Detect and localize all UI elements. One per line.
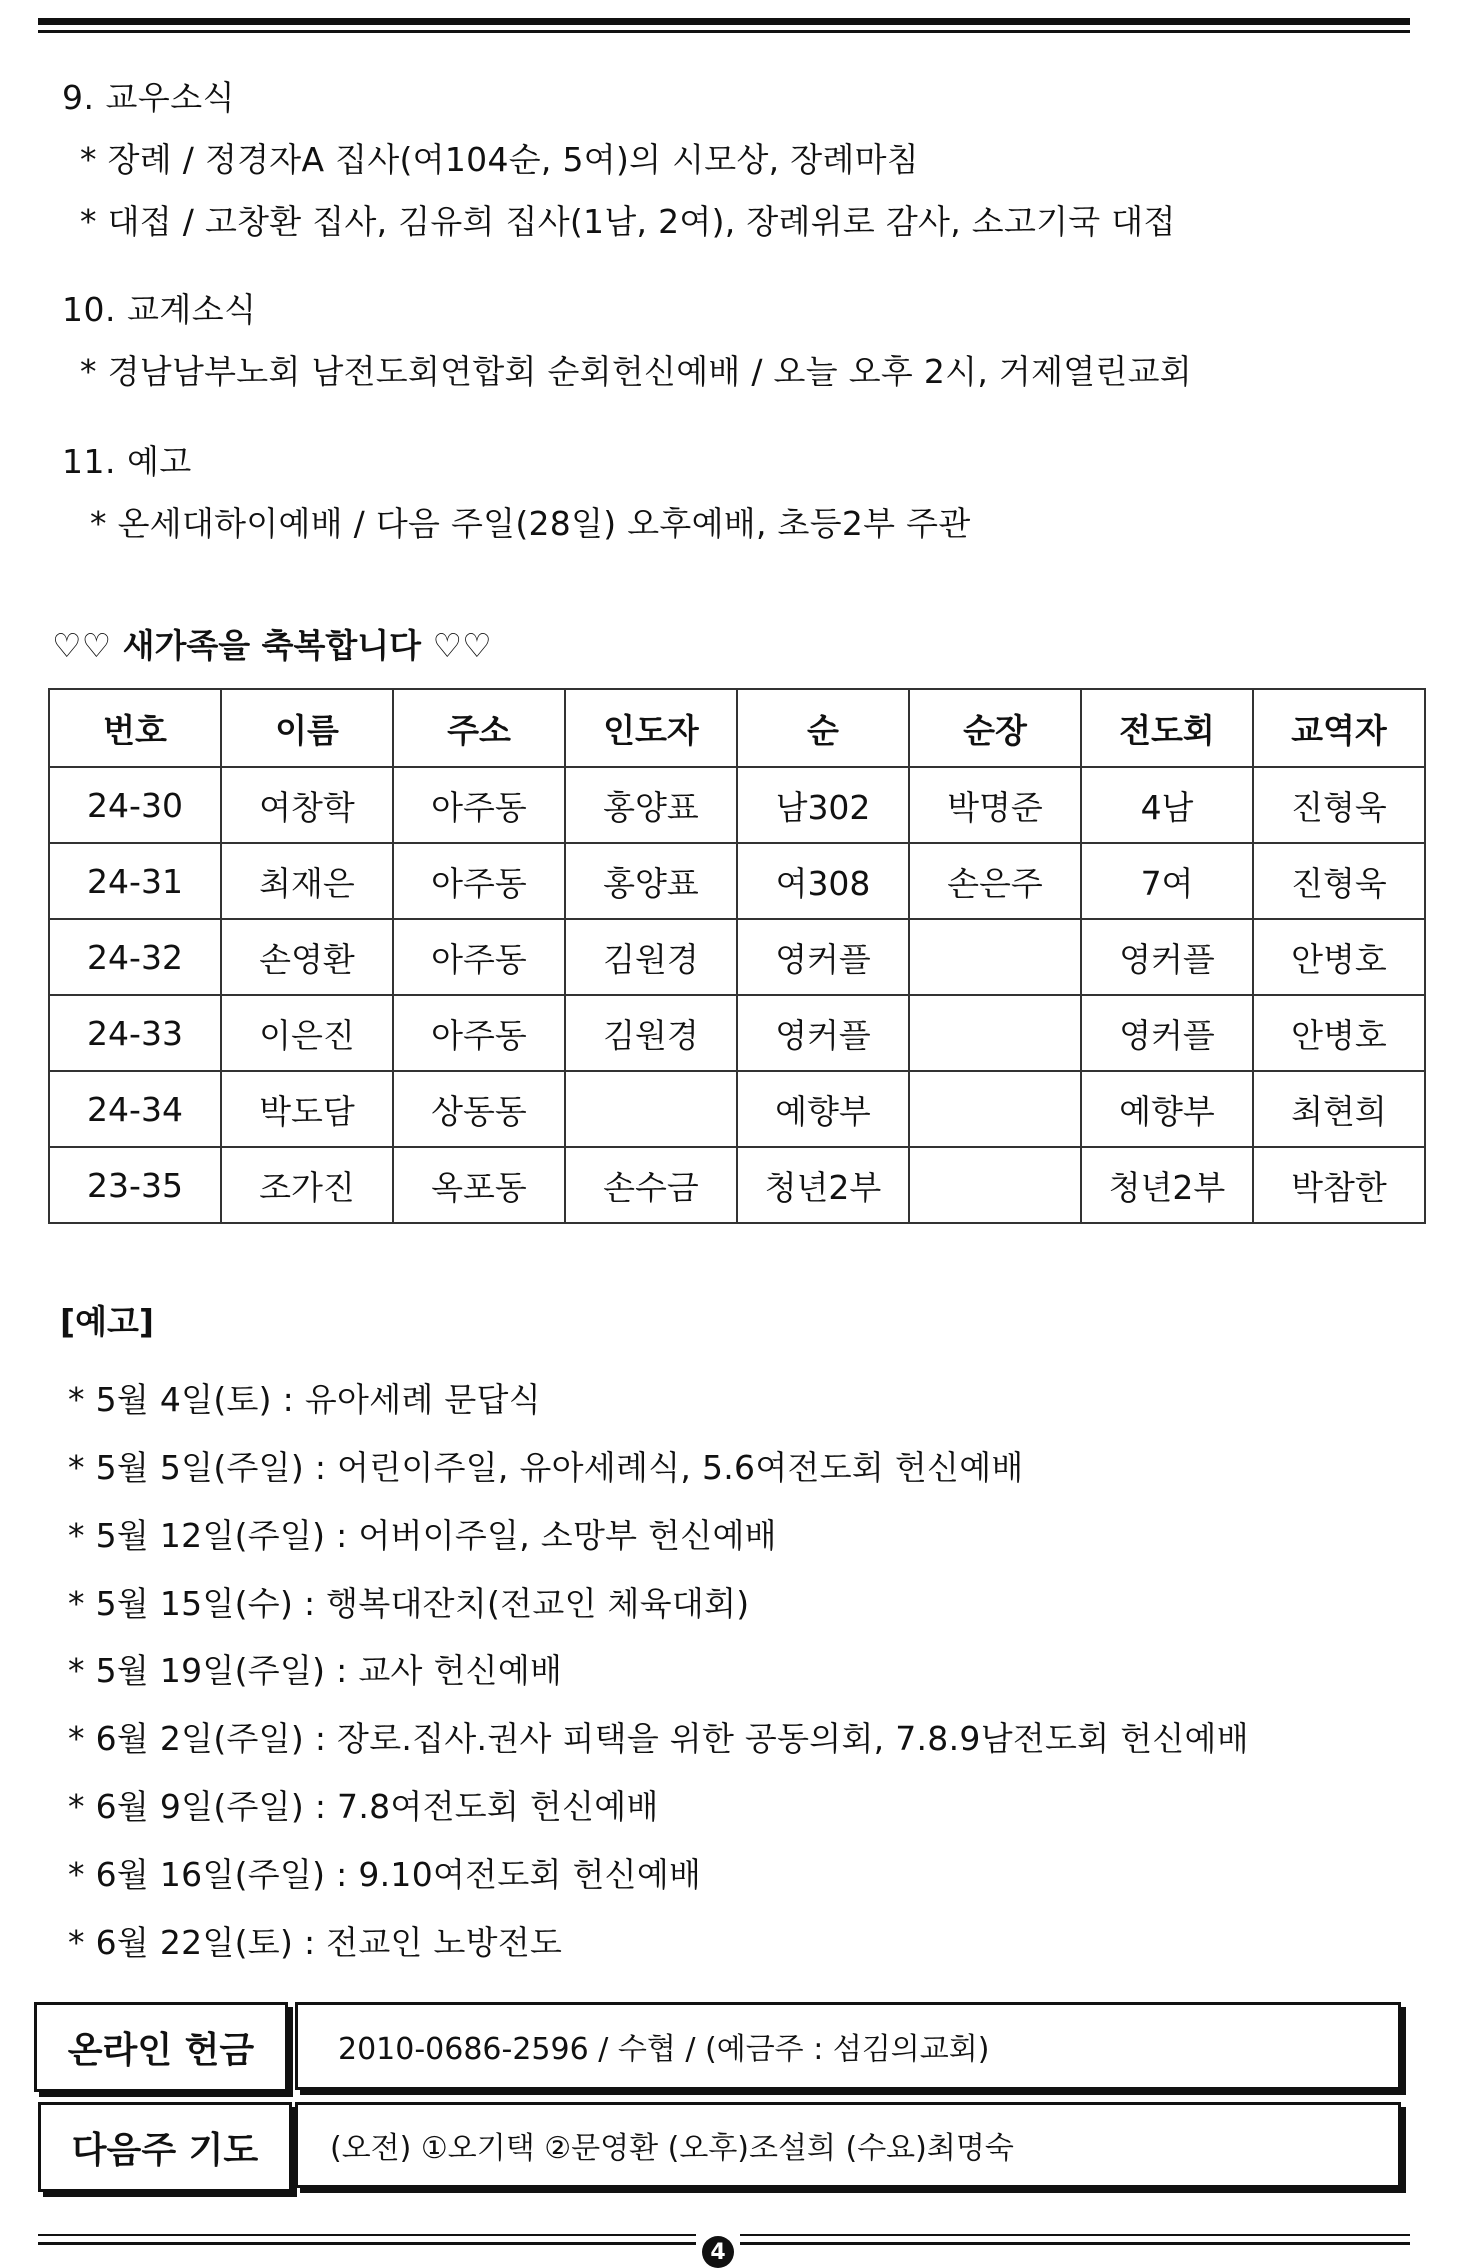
- table-cell: 남302: [737, 767, 909, 843]
- table-row: [49, 919, 1425, 995]
- table-cell: 옥포동: [393, 1147, 565, 1223]
- announcement-item: * 5월 15일(수) : 행복대잔치(전교인 체육대회): [68, 1584, 750, 1623]
- online-offering-value: 2010-0686-2596 / 수협 / (예금주 : 섬김의교회): [295, 2002, 1401, 2090]
- table-cell: [909, 995, 1081, 1071]
- column-header: 번호: [49, 689, 221, 767]
- announcement-item: * 6월 9일(주일) : 7.8여전도회 헌신예배: [68, 1787, 659, 1826]
- table-cell: 손영환: [221, 919, 393, 995]
- table-header-row: [49, 689, 1425, 767]
- table-cell: [909, 919, 1081, 995]
- member-news-item: * 장례 / 정경자A 집사(여104순, 5여)의 시모상, 장례마침: [80, 140, 919, 179]
- announcement-item: * 6월 16일(주일) : 9.10여전도회 헌신예배: [68, 1855, 702, 1894]
- table-cell: 24-32: [49, 919, 221, 995]
- announcement-item: * 6월 22일(토) : 전교인 노방전도: [68, 1923, 563, 1962]
- announcements-heading: [예고]: [60, 1302, 154, 1341]
- table-cell: 박참한: [1253, 1147, 1425, 1223]
- table-cell: 손은주: [909, 843, 1081, 919]
- notice-item: * 온세대하이예배 / 다음 주일(28일) 오후예배, 초등2부 주관: [90, 504, 971, 543]
- table-cell: 23-35: [49, 1147, 221, 1223]
- table-row: [49, 1147, 1425, 1223]
- table-cell: 아주동: [393, 919, 565, 995]
- table-cell: 이은진: [221, 995, 393, 1071]
- table-cell: 안병호: [1253, 995, 1425, 1071]
- table-cell: 박명준: [909, 767, 1081, 843]
- section-title-notice: 11. 예고: [62, 442, 192, 481]
- table-cell: 예향부: [737, 1071, 909, 1147]
- footer-rule-left-2: [38, 2234, 696, 2236]
- table-cell: 손수금: [565, 1147, 737, 1223]
- table-cell: 영커플: [737, 919, 909, 995]
- table-cell: 진형욱: [1253, 843, 1425, 919]
- table-cell: 홍양표: [565, 843, 737, 919]
- table-cell: [909, 1071, 1081, 1147]
- table-cell: 상동동: [393, 1071, 565, 1147]
- table-cell: 안병호: [1253, 919, 1425, 995]
- announcement-item: * 5월 5일(주일) : 어린이주일, 유아세례식, 5.6여전도회 헌신예배: [68, 1448, 1024, 1487]
- table-cell: 아주동: [393, 995, 565, 1071]
- table-cell: 최현희: [1253, 1071, 1425, 1147]
- table-row: [49, 843, 1425, 919]
- table-row: [49, 995, 1425, 1071]
- online-offering-label: 온라인 헌금: [34, 2002, 288, 2092]
- table-cell: 7여: [1081, 843, 1253, 919]
- announcement-item: * 6월 2일(주일) : 장로.집사.권사 피택을 위한 공동의회, 7.8.9남전도회 헌신예배: [68, 1719, 1249, 1758]
- column-header: 이름: [221, 689, 393, 767]
- page-number: 4: [702, 2236, 734, 2268]
- table-cell: [909, 1147, 1081, 1223]
- next-prayer-label: 다음주 기도: [38, 2102, 292, 2192]
- table-cell: 김원경: [565, 995, 737, 1071]
- table-cell: 아주동: [393, 843, 565, 919]
- table-cell: 아주동: [393, 767, 565, 843]
- column-header: 인도자: [565, 689, 737, 767]
- column-header: 순장: [909, 689, 1081, 767]
- announcement-item: * 5월 12일(주일) : 어버이주일, 소망부 헌신예배: [68, 1516, 777, 1555]
- section-title-member-news: 9. 교우소식: [62, 78, 235, 117]
- table-cell: 청년2부: [737, 1147, 909, 1223]
- announcement-item: * 5월 19일(주일) : 교사 헌신예배: [68, 1651, 563, 1690]
- new-family-heading: ♡♡ 새가족을 축복합니다 ♡♡: [52, 626, 492, 665]
- table-cell: 최재은: [221, 843, 393, 919]
- table-row: [49, 1071, 1425, 1147]
- table-cell: 영커플: [1081, 919, 1253, 995]
- table-cell: 홍양표: [565, 767, 737, 843]
- announcement-item: * 5월 4일(토) : 유아세례 문답식: [68, 1380, 541, 1419]
- footer-rule-left: [38, 2242, 696, 2245]
- table-cell: 24-31: [49, 843, 221, 919]
- table-cell: 여창학: [221, 767, 393, 843]
- table-cell: 4남: [1081, 767, 1253, 843]
- column-header: 전도회: [1081, 689, 1253, 767]
- top-rule-thin: [38, 30, 1410, 33]
- table-cell: 24-33: [49, 995, 221, 1071]
- table-cell: 영커플: [737, 995, 909, 1071]
- table-cell: 여308: [737, 843, 909, 919]
- section-title-church-news: 10. 교계소식: [62, 290, 257, 329]
- table-cell: 조가진: [221, 1147, 393, 1223]
- footer-rule-right: [740, 2242, 1410, 2245]
- footer-rule-right-2: [740, 2234, 1410, 2236]
- table-cell: 박도담: [221, 1071, 393, 1147]
- table-cell: 예향부: [1081, 1071, 1253, 1147]
- table-row: [49, 767, 1425, 843]
- church-news-item: * 경남남부노회 남전도회연합회 순회헌신예배 / 오늘 오후 2시, 거제열린교회: [80, 352, 1192, 391]
- column-header: 주소: [393, 689, 565, 767]
- top-rule-thick: [38, 18, 1410, 25]
- member-news-item: * 대접 / 고창환 집사, 김유희 집사(1남, 2여), 장례위로 감사, 소고기국 대접: [80, 202, 1176, 241]
- table-cell: 24-30: [49, 767, 221, 843]
- column-header: 교역자: [1253, 689, 1425, 767]
- column-header: 순: [737, 689, 909, 767]
- table-cell: [565, 1071, 737, 1147]
- next-prayer-value: (오전) ①오기택 ②문영환 (오후)조설희 (수요)최명숙: [295, 2102, 1401, 2188]
- table-cell: 24-34: [49, 1071, 221, 1147]
- table-cell: 진형욱: [1253, 767, 1425, 843]
- table-cell: 청년2부: [1081, 1147, 1253, 1223]
- new-family-table: [48, 688, 1426, 1224]
- table-cell: 영커플: [1081, 995, 1253, 1071]
- table-cell: 김원경: [565, 919, 737, 995]
